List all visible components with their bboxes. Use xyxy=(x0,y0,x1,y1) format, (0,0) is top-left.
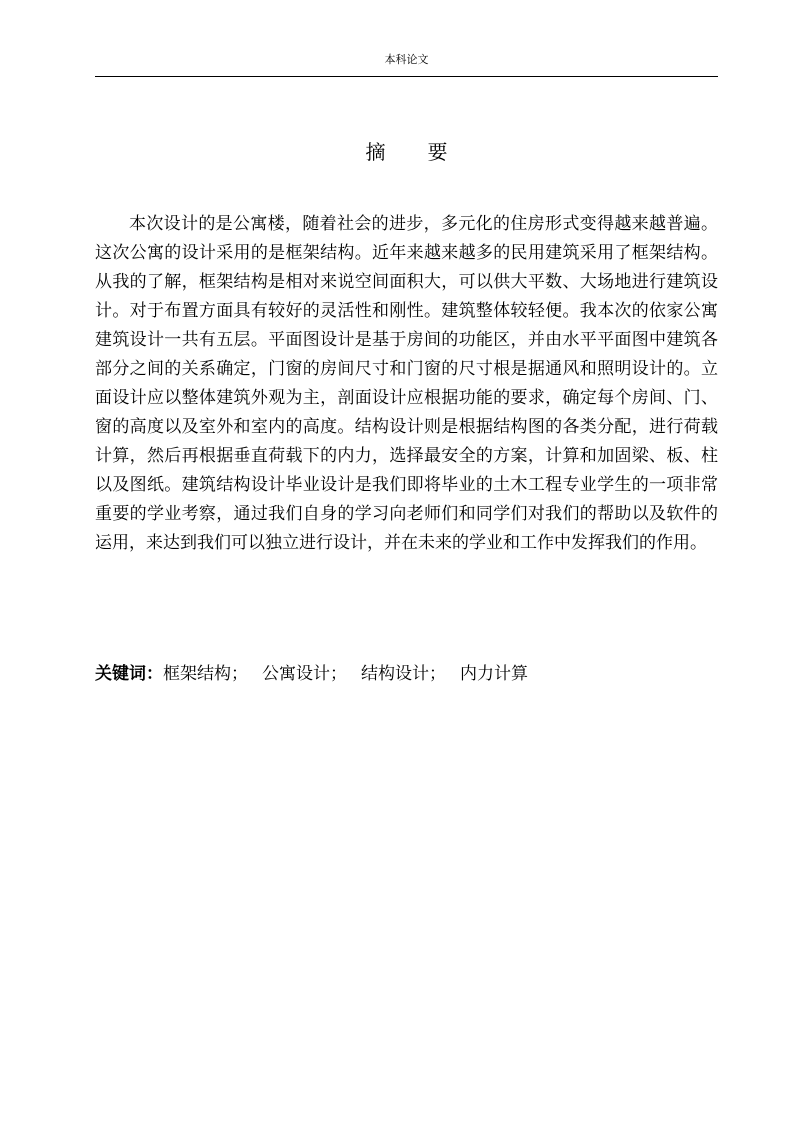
abstract-body: 本次设计的是公寓楼，随着社会的进步，多元化的住房形式变得越来越普遍。这次公寓的设计采用的是框架结构。近年来越来越多的民用建筑采用了框架结构。从我的了解，框架结构是相对来说空间面积大，可以供大平数、大场地进行建筑设计。对于布置方面具有较好的灵活性和刚性。建筑整体较轻便。我本次的依家公寓建筑设计一共有五层。平面图设计是基于房间的功能区，并由水平平面图中建筑各部分之间的关系确定，门窗的房间尺寸和门窗的尺寸根是据通风和照明设计的。立面设计应以整体建筑外观为主，剖面设计应根据功能的要求，确定每个房间、门、窗的高度以及室外和室内的高度。结构设计则是根据结构图的各类分配，进行荷载计算，然后再根据垂直荷载下的内力，选择最安全的方案，计算和加固梁、板、柱以及图纸。建筑结构设计毕业设计是我们即将毕业的土木工程专业学生的一项非常重要的学业考察，通过我们自身的学习向老师们和同学们对我们的帮助以及软件的运用，来达到我们可以独立进行设计，并在未来的学业和工作中发挥我们的作用。 xyxy=(95,214,718,553)
title-char-2: 要 xyxy=(427,140,448,164)
keywords-label: 关键词： xyxy=(95,664,163,684)
title-char-1: 摘 xyxy=(365,140,386,164)
abstract-title xyxy=(95,139,718,165)
keywords-line xyxy=(95,661,718,687)
keyword-item: 内力计算 xyxy=(460,664,528,684)
keyword-item: 结构设计； xyxy=(361,664,446,684)
keyword-item: 框架结构； xyxy=(163,664,248,684)
page-header xyxy=(95,52,718,77)
header-text: 本科论文 xyxy=(384,53,429,66)
keyword-item: 公寓设计； xyxy=(262,664,347,684)
